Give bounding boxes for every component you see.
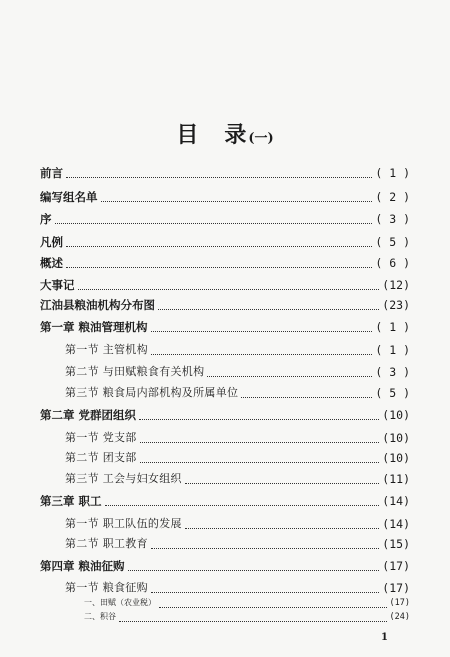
toc-entry[interactable]	[40, 254, 410, 272]
dot-leader	[66, 177, 372, 178]
toc-entry[interactable]	[65, 341, 410, 359]
toc-entry-label: 第二章 党群团组织	[40, 408, 137, 422]
toc-entry[interactable]	[65, 429, 410, 447]
dot-leader	[207, 376, 372, 377]
title-char-2: 录	[224, 122, 247, 148]
toc-entry-label: 第三节 粮食局内部机构及所属单位	[65, 386, 239, 399]
dot-leader	[158, 309, 379, 310]
toc-entry[interactable]	[65, 515, 410, 533]
toc-entry-label: 第一节 粮食征购	[65, 581, 148, 594]
toc-entry-label: 第一节 主管机构	[65, 343, 148, 356]
toc-entry-label: 第二节 与田赋粮食有关机构	[65, 365, 205, 378]
toc-entry-page: (17)	[382, 581, 410, 595]
dot-leader	[101, 201, 373, 202]
toc-entry[interactable]	[65, 363, 410, 381]
toc-entry-page: (17)	[382, 559, 410, 573]
dot-leader	[139, 419, 379, 420]
dot-leader	[185, 528, 380, 529]
toc-entry-label: 第二节 职工教育	[65, 537, 148, 550]
toc-entry-page: (24)	[389, 612, 410, 622]
toc-entry-page: (10)	[382, 431, 410, 445]
dot-leader	[78, 289, 380, 290]
toc-entry-page: (14)	[382, 517, 410, 531]
dot-leader	[55, 223, 373, 224]
toc-entry-page: ( 3 )	[375, 365, 410, 379]
toc-entry-label: 第三章 职工	[40, 494, 102, 508]
toc-entry-page: ( 1 )	[375, 343, 410, 357]
toc-entry-label: 前言	[40, 166, 63, 180]
toc-entry-label: 江油县粮油机构分布图	[40, 298, 155, 312]
toc-entry-page: ( 2 )	[375, 190, 410, 204]
toc-entry[interactable]	[84, 596, 410, 610]
toc-entry-label: 第一章 粮油管理机构	[40, 320, 148, 334]
toc-entry[interactable]	[65, 535, 410, 553]
toc-entry[interactable]	[40, 492, 410, 510]
toc-entry-page: (10)	[382, 451, 410, 465]
toc-entry[interactable]	[40, 296, 410, 314]
dot-leader	[140, 462, 380, 463]
toc-entry-label: 第一节 职工队伍的发展	[65, 517, 182, 530]
toc-entry-label: 概述	[40, 256, 63, 270]
dot-leader	[119, 621, 387, 622]
toc-entry-label: 凡例	[40, 235, 63, 249]
toc-entry-label: 序	[40, 212, 52, 226]
toc-entry-label: 第三节 工会与妇女组织	[65, 472, 182, 485]
dot-leader	[151, 548, 379, 549]
toc-entry[interactable]	[40, 557, 410, 575]
toc-entry-label: 第四章 粮油征购	[40, 559, 125, 573]
dot-leader	[159, 607, 387, 608]
dot-leader	[151, 354, 372, 355]
toc-entry[interactable]	[65, 449, 410, 467]
dot-leader	[151, 592, 379, 593]
toc-entry-page: ( 5 )	[375, 386, 410, 400]
toc-entry-label: 一、田赋（农业税）	[84, 598, 156, 607]
toc-entry-page: ( 6 )	[375, 256, 410, 270]
toc-entry-page: (23)	[382, 298, 410, 312]
title-volume: (一)	[248, 131, 274, 146]
toc-entry-page: (10)	[382, 408, 410, 422]
toc-entry-page: ( 1 )	[375, 320, 410, 334]
toc-entry[interactable]	[65, 470, 410, 488]
toc-entry-page: ( 1 )	[375, 166, 410, 180]
page-title	[0, 118, 450, 149]
dot-leader	[128, 570, 380, 571]
toc-entry-page: ( 3 )	[375, 212, 410, 226]
title-char-1: 目	[176, 122, 199, 148]
dot-leader	[241, 397, 372, 398]
toc-entry[interactable]	[40, 406, 410, 424]
toc-entry[interactable]	[84, 610, 410, 624]
toc-entry-label: 大事记	[40, 278, 75, 292]
toc-entry-page: (11)	[382, 472, 410, 486]
dot-leader	[151, 331, 373, 332]
dot-leader	[140, 442, 380, 443]
toc-entry-page: (15)	[382, 537, 410, 551]
toc-entry-page: ( 5 )	[375, 235, 410, 249]
toc-entry-label: 二、积谷	[84, 612, 116, 621]
toc-entry-label: 第一节 党支部	[65, 431, 137, 444]
toc-entry-label: 编写组名单	[40, 190, 98, 204]
toc-entry[interactable]	[40, 318, 410, 336]
dot-leader	[185, 483, 380, 484]
toc-entry[interactable]	[40, 164, 410, 182]
toc-entry[interactable]	[40, 188, 410, 206]
toc-entry[interactable]	[40, 276, 410, 294]
page-number: 1	[381, 632, 388, 643]
toc-entry-label: 第二节 团支部	[65, 451, 137, 464]
toc-entry-page: (14)	[382, 494, 410, 508]
dot-leader	[66, 246, 372, 247]
dot-leader	[66, 267, 372, 268]
toc-entry-page: (12)	[382, 278, 410, 292]
toc-entry-page: (17)	[389, 598, 410, 608]
toc-entry[interactable]	[40, 210, 410, 228]
dot-leader	[105, 505, 380, 506]
toc-entry[interactable]	[65, 384, 410, 402]
toc-entry[interactable]	[40, 233, 410, 251]
